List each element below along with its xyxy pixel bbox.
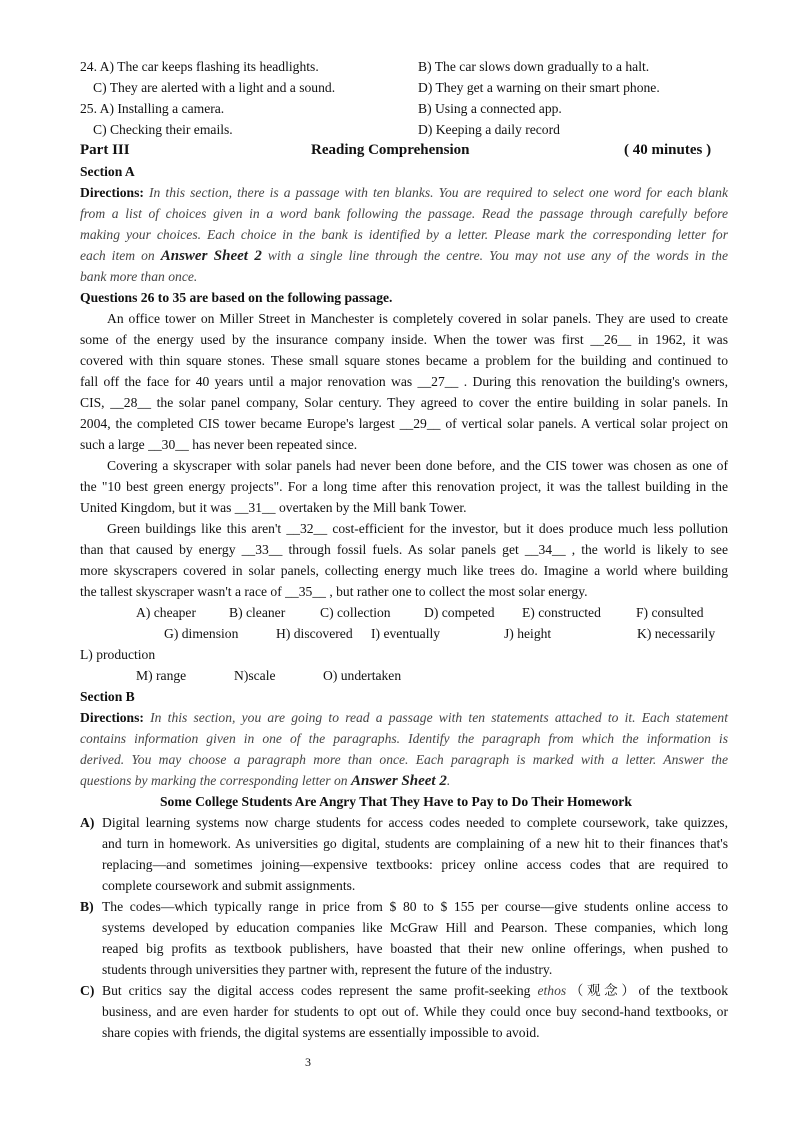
paragraph-c-line: share copies with friends, the digital systems are essentially impossible to avoid. <box>102 1025 540 1040</box>
directions-text: In this section, there is a passage with ten blanks. You are required to select one word for each blank <box>149 185 728 200</box>
paragraph-b-line: students through universities they partner with, represent the future of the industry. <box>102 962 553 977</box>
passage-line: Covering a skyscraper with solar panels had never been done before, and the CIS tower was chosen as one of <box>107 458 728 473</box>
article-title: Some College Students Are Angry That They Have to Pay to Do Their Homework <box>160 794 632 809</box>
directions-text: with a single line through the centre. You may not use any of the words in the <box>267 248 728 263</box>
q25-option-c: C) Checking their emails. <box>93 122 233 137</box>
passage-line: United Kingdom, but it was __31__ overtaken by the Mill bank Tower. <box>80 500 467 515</box>
chinese-gloss: （观念） <box>566 983 639 998</box>
paragraph-label-a: A) <box>80 815 95 830</box>
passage-line: 2004, the completed CIS tower became Europe's largest __29__ of vertical solar panels. A vertical solar project on <box>80 416 728 431</box>
section-b-directions-line1 <box>80 710 728 726</box>
paragraph-c-line <box>102 983 728 999</box>
answer-sheet-label: Answer Sheet 2 <box>160 248 262 264</box>
passage-line: more skyscrapers covered in solar panels, collecting energy much like trees do. Imagine a world where building <box>80 563 728 578</box>
directions-text: In this section, you are going to read a passage with ten statements attached to it. Each statement <box>150 710 728 725</box>
paragraph-a-line: Digital learning systems now charge students for access codes needed to complete coursework, take quizzes, <box>102 815 728 830</box>
paragraph-label-c: C) <box>80 983 95 998</box>
section-b-directions-line3: derived. You may choose a paragraph more than once. Each paragraph is marked with a letter. Answer the <box>80 752 728 767</box>
word-bank-item: I) eventually <box>371 626 441 641</box>
directions-text: each item on <box>80 248 155 263</box>
word-bank-item: D) competed <box>424 605 495 620</box>
q24-option-a: 24. A) The car keeps flashing its headlights. <box>80 59 319 74</box>
paragraph-a-line: complete coursework and submit assignments. <box>102 878 356 893</box>
word-bank-item: H) discovered <box>276 626 353 641</box>
paragraph-a-line: replacing—and sometimes joining—expensive textbooks: pricey online access codes that are required to <box>102 857 728 872</box>
section-a-directions-line1 <box>80 185 728 201</box>
paragraph-c-text: But critics say the digital access codes represent the same profit-seeking <box>102 983 531 998</box>
paragraph-a-line: and turn in homework. As universities go digital, students are complaining of a new hit to their finances that's <box>102 836 728 851</box>
paragraph-c-line: business, and are even harder for students to opt out of. While they could once buy second-hand textbooks, or <box>102 1004 728 1019</box>
passage-line: An office tower on Miller Street in Manchester is completely covered in solar panels. They are used to create <box>107 311 728 326</box>
q24-option-d: D) They get a warning on their smart phone. <box>418 80 660 95</box>
word-bank-item: E) constructed <box>522 605 601 620</box>
paragraph-b-line: The codes—which typically range in price from $ 80 to $ 155 per course—give students online access to <box>102 899 728 914</box>
directions-label: Directions: <box>80 710 144 725</box>
paragraph-c-text: of the textbook <box>638 983 728 998</box>
section-b-directions-line2: contains information given in one of the paragraphs. Identify the paragraph from which the information is <box>80 731 728 746</box>
part-title: Reading Comprehension <box>311 142 470 158</box>
word-bank-item: B) cleaner <box>229 605 286 620</box>
part-label: Part III <box>80 142 130 158</box>
directions-label: Directions: <box>80 185 144 200</box>
word-bank-item: J) height <box>504 626 552 641</box>
passage-line: the tallest skyscraper wasn't a race of __35__ , but rather one to collect the most solar energy. <box>80 584 588 599</box>
word-bank-item: F) consulted <box>636 605 704 620</box>
word-bank-item: K) necessarily <box>637 626 716 641</box>
passage-line: such a large __30__ has never been repeated since. <box>80 437 358 452</box>
passage-line: the "10 best green energy projects". For a long time after this renovation project, it was the tallest building in the <box>80 479 728 494</box>
directions-text: questions by marking the corresponding letter on <box>80 773 348 788</box>
section-a-directions-line3: making your choices. Each choice in the bank is identified by a letter. Please mark the corresponding letter for <box>80 227 728 242</box>
q24-option-b: B) The car slows down gradually to a halt. <box>418 59 650 74</box>
section-b-heading: Section B <box>80 689 135 704</box>
word-bank-item: A) cheaper <box>136 605 196 620</box>
paragraph-label-b: B) <box>80 899 94 914</box>
q24-option-c: C) They are alerted with a light and a sound. <box>93 80 336 95</box>
section-a-directions-line5: bank more than once. <box>80 269 198 284</box>
passage-line: some of the energy used by the insurance company inside. When the tower was first __26__ in 1962, it was <box>80 332 728 347</box>
answer-sheet-label: Answer Sheet 2 <box>350 773 447 789</box>
q25-option-a: 25. A) Installing a camera. <box>80 101 225 116</box>
word-bank-item: C) collection <box>320 605 391 620</box>
word-bank-item: O) undertaken <box>323 668 402 683</box>
word-bank-item: M) range <box>136 668 187 683</box>
passage-line: fall off the face for 40 years until a major renovation was __27__ . During this renovation the building's owners, <box>80 374 728 389</box>
section-a-directions-line2: from a list of choices given in a word bank following the passage. Read the passage through carefully before <box>80 206 728 221</box>
q25-option-d: D) Keeping a daily record <box>418 122 560 137</box>
part-time: ( 40 minutes ) <box>624 142 712 158</box>
paragraph-b-line: reaped big profits as textbook publishers, have boasted that their new online offerings, when pushed to <box>102 941 728 956</box>
passage-line: than that caused by energy __33__ through fossil fuels. As solar panels get __34__ , the world is likely to see <box>80 542 728 557</box>
paragraph-b-line: systems developed by education companies like McGraw Hill and Pearson. These companies, which long <box>102 920 728 935</box>
q25-option-b: B) Using a connected app. <box>418 101 562 116</box>
passage-line: covered with thin square stones. These small square stones became a problem for the building and continued to <box>80 353 728 368</box>
section-a-directions-line4 <box>80 248 728 264</box>
passage-line: Green buildings like this aren't __32__ cost-efficient for the investor, but it does produce much less pollution <box>107 521 728 536</box>
page-number: 3 <box>305 1055 311 1069</box>
directions-text: . <box>446 773 451 788</box>
word-bank-item: N)scale <box>234 668 276 683</box>
word-bank-item: G) dimension <box>164 626 239 641</box>
section-a-heading: Section A <box>80 164 135 179</box>
ethos-term: ethos <box>537 983 567 998</box>
word-bank-item: L) production <box>80 647 156 662</box>
section-b-directions-line4 <box>80 773 450 789</box>
questions-intro: Questions 26 to 35 are based on the following passage. <box>80 290 393 305</box>
passage-line: CIS, __28__ the solar panel company, Solar century. They agreed to cover the entire building in solar panels. In <box>80 395 728 410</box>
